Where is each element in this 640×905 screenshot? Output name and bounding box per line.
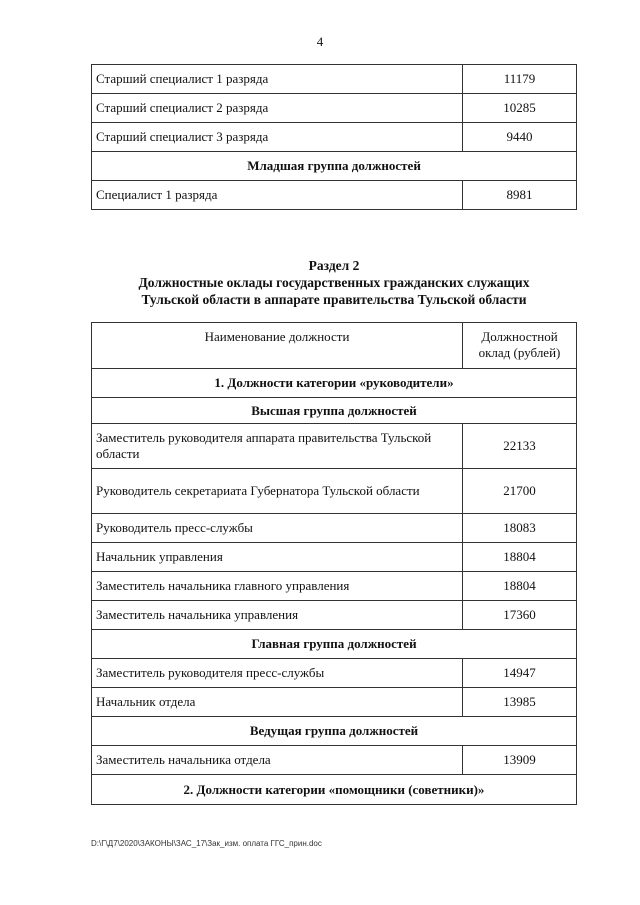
salary-value: 13909 <box>463 746 577 775</box>
position-name: Руководитель пресс-службы <box>92 514 463 543</box>
table-row <box>92 659 577 688</box>
salary-value: 14947 <box>463 659 577 688</box>
table-row <box>92 181 577 210</box>
salary-value: 22133 <box>463 424 577 469</box>
position-name: Заместитель руководителя аппарата правительства Тульской области <box>92 424 463 469</box>
group-title: 2. Должности категории «помощники (советники)» <box>92 775 577 805</box>
salary-value: 9440 <box>463 123 577 152</box>
section-number: Раздел 2 <box>308 258 360 273</box>
table-row <box>92 572 577 601</box>
group-title: Младшая группа должностей <box>92 152 577 181</box>
table-row <box>92 514 577 543</box>
table-row <box>92 543 577 572</box>
group-header-row <box>92 369 577 398</box>
header-salary-line-1: Должностной <box>481 329 558 344</box>
position-name: Начальник отдела <box>92 688 463 717</box>
salary-table-continued <box>91 64 577 210</box>
header-salary-line-2: оклад (рублей) <box>478 345 561 360</box>
salary-value: 11179 <box>463 65 577 94</box>
position-name: Заместитель руководителя пресс-службы <box>92 659 463 688</box>
table-row <box>92 65 577 94</box>
salary-value: 21700 <box>463 469 577 514</box>
salary-table-body <box>92 369 577 805</box>
file-path-footer: D:\Г\Д7\2020\ЗАКОНЫ\ЗАС_17\Зак_изм. оплата ГГС_прин.doc <box>91 839 322 848</box>
table-header-row <box>92 323 577 369</box>
position-name: Начальник управления <box>92 543 463 572</box>
salary-value: 18804 <box>463 572 577 601</box>
table-row <box>92 94 577 123</box>
header-salary <box>463 323 577 369</box>
group-title: Ведущая группа должностей <box>92 717 577 746</box>
group-title: Главная группа должностей <box>92 630 577 659</box>
position-name: Заместитель начальника отдела <box>92 746 463 775</box>
group-title: 1. Должности категории «руководители» <box>92 369 577 398</box>
table-row <box>92 123 577 152</box>
group-title: Высшая группа должностей <box>92 398 577 424</box>
position-name: Заместитель начальника управления <box>92 601 463 630</box>
group-header-row <box>92 398 577 424</box>
position-name: Заместитель начальника главного управления <box>92 572 463 601</box>
table-row <box>92 688 577 717</box>
salary-table-continued-body <box>92 65 577 210</box>
section-title-line-1: Должностные оклады государственных гражданских служащих <box>138 275 530 290</box>
salary-table <box>91 322 577 805</box>
position-name: Руководитель секретариата Губернатора Тульской области <box>92 469 463 514</box>
group-header-row <box>92 630 577 659</box>
salary-value: 8981 <box>463 181 577 210</box>
group-header-row <box>92 775 577 805</box>
section-title-line-2: Тульской области в аппарате правительства Тульской области <box>141 292 527 307</box>
salary-value: 10285 <box>463 94 577 123</box>
table-row <box>92 469 577 514</box>
group-header-row <box>92 152 577 181</box>
salary-value: 18083 <box>463 514 577 543</box>
position-name: Старший специалист 3 разряда <box>92 123 463 152</box>
salary-value: 13985 <box>463 688 577 717</box>
salary-value: 17360 <box>463 601 577 630</box>
table-row <box>92 746 577 775</box>
section-title <box>91 274 577 308</box>
position-name: Старший специалист 2 разряда <box>92 94 463 123</box>
position-name: Старший специалист 1 разряда <box>92 65 463 94</box>
header-position-name: Наименование должности <box>92 323 463 369</box>
table-row <box>92 424 577 469</box>
salary-value: 18804 <box>463 543 577 572</box>
table-row <box>92 601 577 630</box>
position-name: Специалист 1 разряда <box>92 181 463 210</box>
group-header-row <box>92 717 577 746</box>
page-number: 4 <box>316 34 324 49</box>
